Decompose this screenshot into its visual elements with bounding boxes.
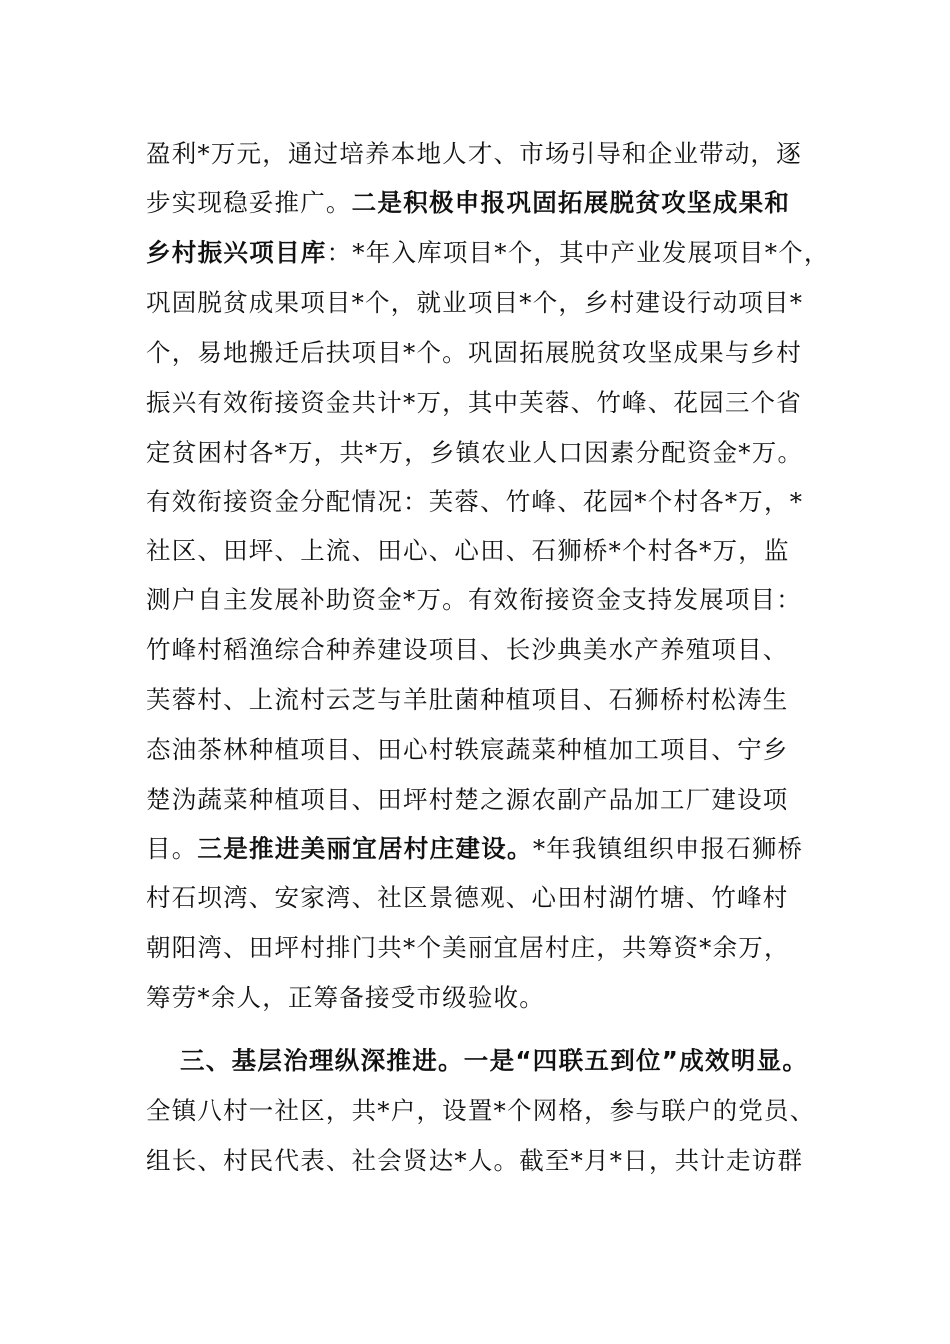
text-run: 态油茶林种植项目、田心村轶宸蔬菜种植加工项目、宁乡 (146, 735, 789, 764)
text-line-13 (146, 730, 826, 770)
text-line-9 (146, 531, 826, 571)
text-run: 全镇八村一社区，共*户，设置*个网格，参与联户的党员、 (146, 1096, 816, 1125)
text-line-8 (146, 482, 826, 522)
text-line-15 (146, 829, 826, 869)
text-run: 筹劳*余人，正筹备接受市级验收。 (146, 983, 545, 1012)
text-line-11 (146, 630, 826, 670)
text-line-16 (146, 878, 826, 918)
text-line-18 (146, 978, 826, 1018)
text-run: 有效衔接资金分配情况：芙蓉、竹峰、花园*个村各*万，* (146, 487, 804, 516)
text-run: 定贫困村各*万，共*万，乡镇农业人口因素分配资金*万。 (146, 438, 804, 467)
text-line-14 (146, 780, 826, 820)
text-line-4 (146, 283, 826, 323)
text-line-10 (146, 580, 826, 620)
text-run: 巩固脱贫成果项目*个，就业项目*个，乡村建设行动项目* (146, 288, 804, 317)
section-heading-line (180, 1041, 830, 1081)
text-run: 振兴有效衔接资金共计*万，其中芙蓉、竹峰、花园三个省 (146, 388, 802, 417)
bold-text-run: 二是积极申报巩固拓展脱贫攻坚成果和 (351, 188, 791, 217)
bold-text-run: 乡村振兴项目库 (146, 238, 327, 267)
text-run: 个，易地搬迁后扶项目*个。巩固拓展脱贫攻坚成果与乡村 (146, 338, 802, 367)
text-line-20 (146, 1091, 826, 1131)
text-line-7 (146, 433, 826, 473)
text-run: 朝阳湾、田坪村排门共*个美丽宜居村庄，共筹资*余万， (146, 933, 790, 962)
text-run: 步实现稳妥推广。 (146, 188, 352, 217)
bold-text-run: 三是推进美丽宜居村庄建设。 (197, 834, 533, 863)
text-run: ：*年入库项目*个，其中产业发展项目*个， (326, 238, 830, 267)
text-run: 竹峰村稻渔综合种养建设项目、长沙典美水产养殖项目、 (146, 635, 789, 664)
text-run: 芙蓉村、上流村云芝与羊肚菌种植项目、石狮桥村松涛生 (146, 685, 789, 714)
text-line-2 (146, 183, 826, 223)
text-line-3 (146, 233, 830, 273)
text-run: 盈利*万元，通过培养本地人才、市场引导和企业带动，逐 (146, 139, 802, 168)
text-run: 目。 (146, 834, 198, 863)
text-run: 测户自主发展补助资金*万。有效衔接资金支持发展项目： (146, 585, 802, 614)
text-line-17 (146, 928, 826, 968)
text-line-6 (146, 383, 826, 423)
text-run: 楚沩蔬菜种植项目、田坪村楚之源农副产品加工厂建设项 (146, 785, 789, 814)
text-run: 组长、村民代表、社会贤达*人。截至*月*日，共计走访群 (146, 1146, 804, 1175)
text-run: 社区、田坪、上流、田心、心田、石狮桥*个村各*万，监 (146, 536, 790, 565)
text-line-1 (146, 134, 826, 174)
text-line-5 (146, 333, 826, 373)
text-run: 村石坝湾、安家湾、社区景德观、心田村湖竹塘、竹峰村 (146, 883, 789, 912)
bold-text-run: 三、基层治理纵深推进。一是“四联五到位”成效明显。 (180, 1046, 809, 1075)
text-run: *年我镇组织申报石狮桥 (532, 834, 804, 863)
text-line-21 (146, 1141, 826, 1181)
text-line-12 (146, 680, 826, 720)
